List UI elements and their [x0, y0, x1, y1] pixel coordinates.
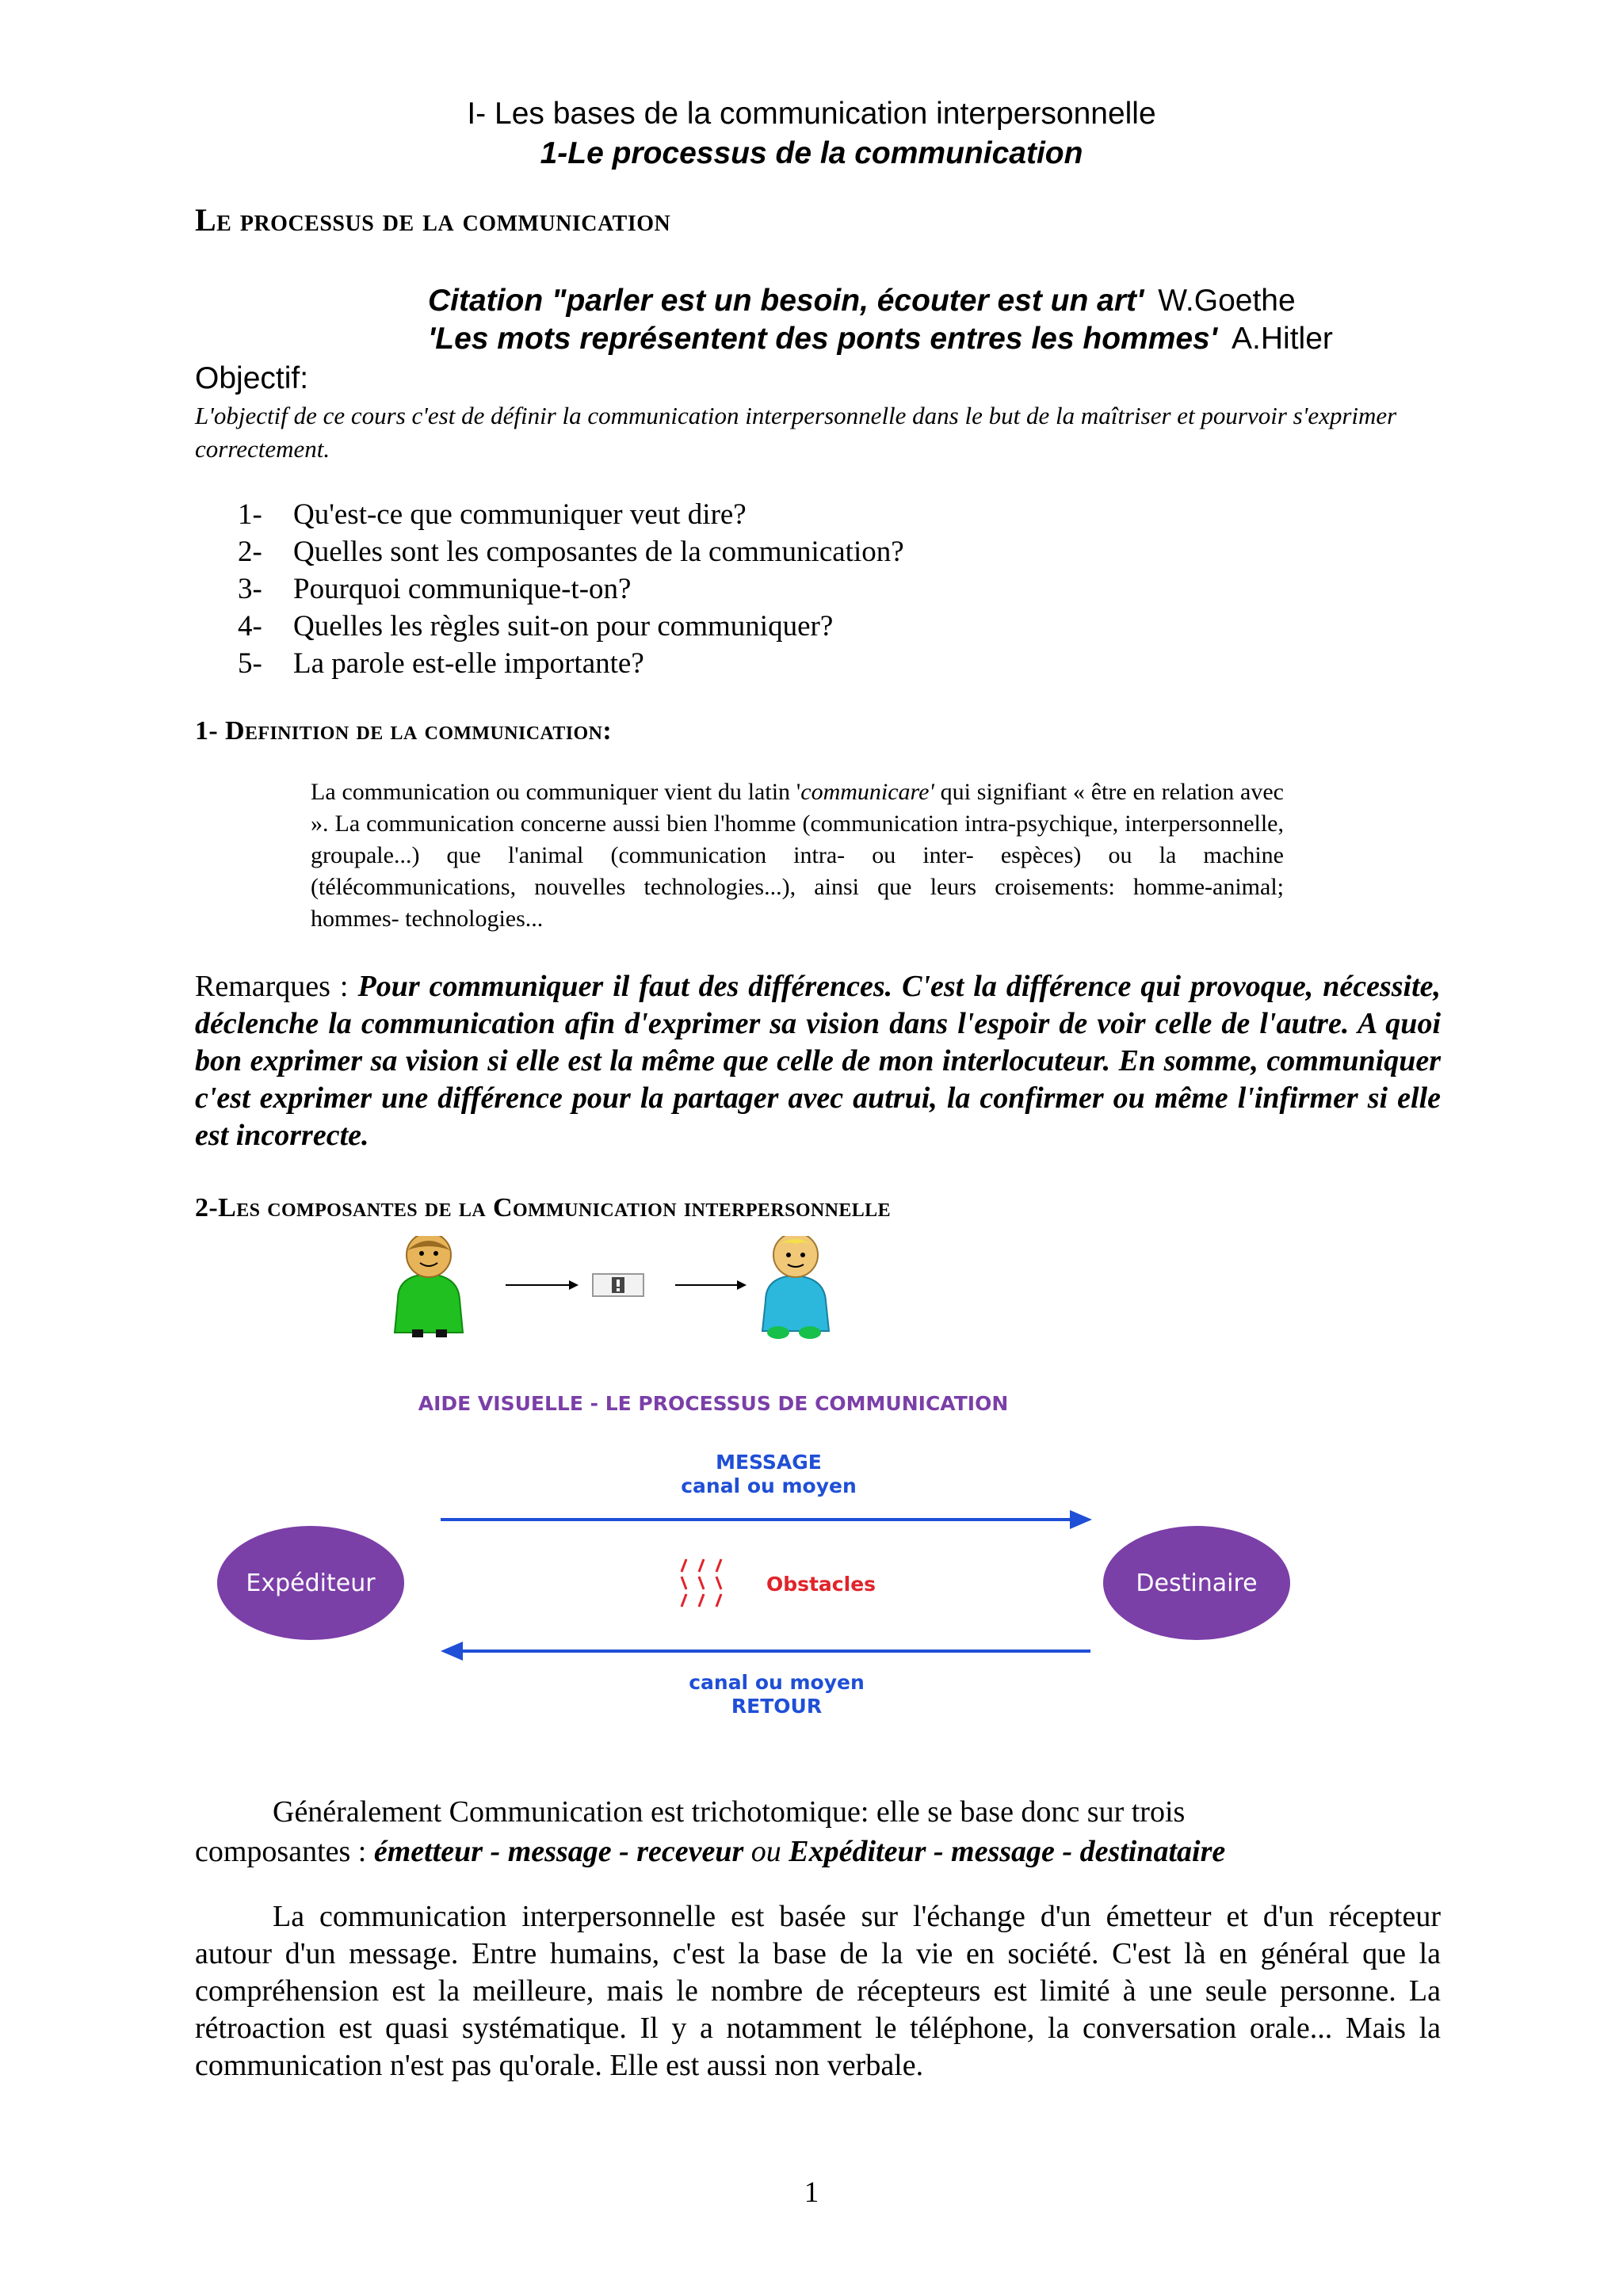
top-arrow-label: MESSAGE	[716, 1451, 822, 1474]
communication-diagram	[190, 1236, 1316, 1791]
section-heading-components: 2-Les composantes de la Communication interpersonnelle	[195, 1193, 891, 1222]
arrow-right-icon	[1070, 1510, 1092, 1529]
definition-text: La communication ou communiquer vient du latin 'communicare' qui signifiant « être en relation avec ». La communication concerne aussi bien l'homme (communication intra-psychique, interpersonnelle, groupale...) que l'animal (communication intra- ou inter- espèces) ou la machine (télécommunications, nouvelles technologies...), ainsi que leurs croisements: homme-animal; hommes- technologies...	[311, 779, 1284, 932]
top-arrow-sublabel: canal ou moyen	[681, 1474, 857, 1497]
objective-label: Objectif:	[195, 361, 309, 395]
remarks-label: Remarques :	[195, 970, 358, 1003]
sender-figure-icon	[395, 1236, 463, 1337]
message-icon	[593, 1274, 643, 1296]
quote-goethe	[428, 284, 1296, 318]
list-item: 2- Quelles sont les composantes de la communication?	[238, 536, 904, 568]
remarks-paragraph	[195, 968, 1441, 1154]
page-number: 1	[804, 2176, 819, 2209]
chapter-title: 1-Le processus de la communication	[540, 136, 1083, 170]
receiver-figure-icon	[762, 1236, 829, 1339]
list-item: 1- Qu'est-ce que communiquer veut dire?	[238, 498, 747, 531]
section-heading-definition: 1- Definition de la communication:	[195, 716, 613, 746]
question-list	[238, 496, 904, 682]
quote-hitler	[428, 322, 1333, 357]
list-item: 5- La parole est-elle importante?	[238, 647, 644, 680]
quote-author: W.Goethe	[1158, 284, 1296, 318]
obstacles-label: Obstacles	[766, 1573, 876, 1596]
arrow-head-icon	[737, 1280, 747, 1290]
arrow-head-icon	[569, 1280, 579, 1290]
bottom-arrow-sublabel: RETOUR	[731, 1695, 823, 1718]
receiver-label: Destinaire	[1136, 1569, 1258, 1597]
main-heading: Le processus de la communication	[195, 202, 671, 238]
arrow-left-icon	[441, 1642, 463, 1661]
list-item: 3- Pourquoi communique-t-on?	[238, 573, 632, 605]
quote-author: A.Hitler	[1232, 322, 1333, 356]
trichotomy-paragraph: Généralement Communication est trichotomique: elle se base donc sur trois composantes : émetteur - message - receveur ou Expéditeur - message - destinataire	[195, 1795, 1226, 1868]
diagram-title: AIDE VISUELLE - LE PROCESSUS DE COMMUNICATION	[418, 1392, 1009, 1415]
objective-text: L'objectif de ce cours c'est de définir la communication interpersonnelle dans le but de la maîtriser et pourvoir s'exprimer correctement.	[195, 402, 1397, 463]
bottom-arrow-label: canal ou moyen	[689, 1671, 865, 1694]
sender-label: Expéditeur	[246, 1569, 376, 1597]
quote-text: Citation "parler est un besoin, écouter est un art'	[428, 284, 1144, 318]
list-item: 4- Quelles les règles suit-on pour communiquer?	[238, 610, 834, 643]
course-title: I- Les bases de la communication interpersonnelle	[467, 97, 1156, 131]
interpersonal-paragraph: La communication interpersonnelle est basée sur l'échange d'un émetteur et d'un récepteur autour d'un message. Entre humains, c'est la base de la vie en société. C'est là en général que la compréhension est la meilleure, mais le nombre de récepteurs est limité à une seule personne. La rétroaction est quasi systématique. Il y a notamment le téléphone, la conversation orale... Mais la communication n'est pas qu'orale. Elle est aussi non verbale.	[195, 1900, 1441, 2082]
remarks-text: Pour communiquer il faut des différences. C'est la différence qui provoque, nécessite, déclenche la communication afin d'exprimer sa vision dans l'espoir de voir celle de l'autre. A quoi bon exprimer sa vision si elle est la même que celle de mon interlocuteur. En somme, communiquer c'est exprimer une différence pour la partager avec autrui, la confirmer ou même l'infirmer si elle est incorrecte.	[195, 970, 1441, 1152]
obstacle-marks-icon	[682, 1559, 721, 1607]
quote-text: 'Les mots représentent des ponts entres les hommes'	[428, 322, 1218, 356]
